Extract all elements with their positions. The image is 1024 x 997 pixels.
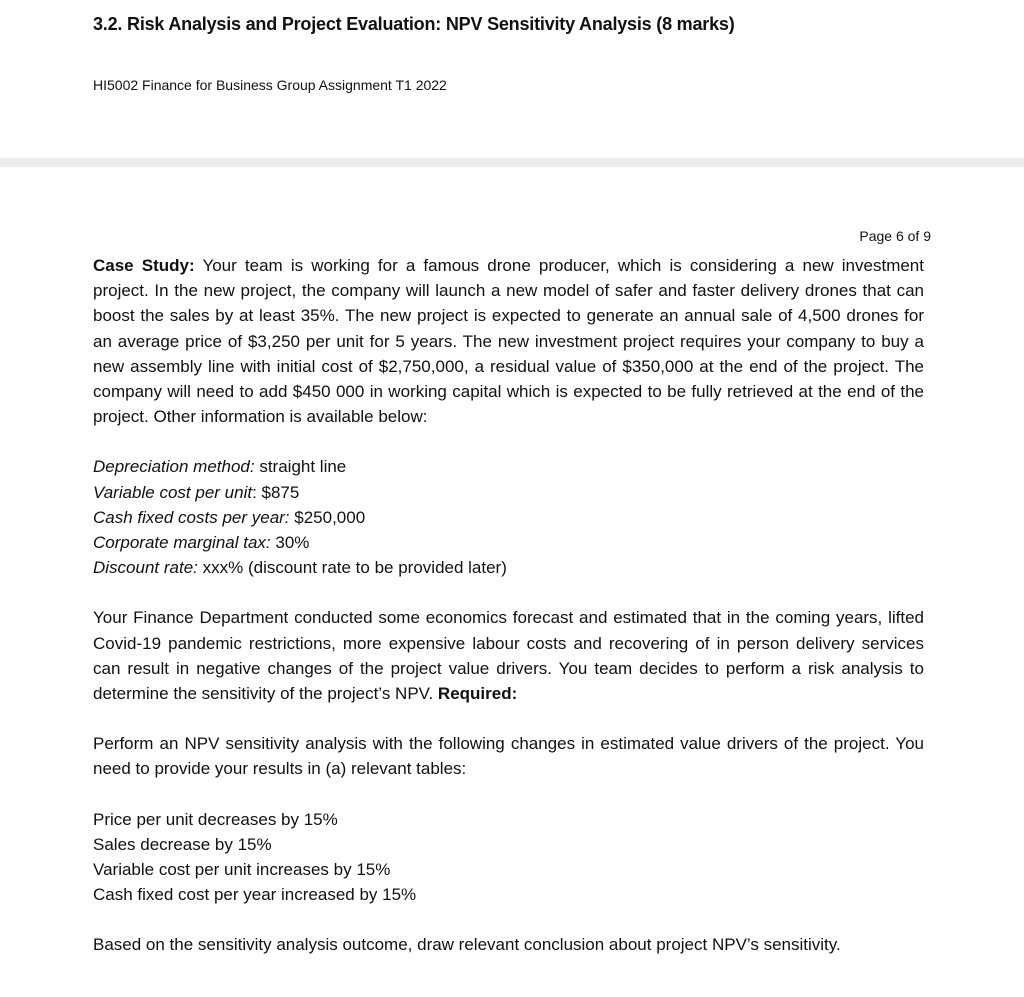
- info-label: Corporate marginal tax:: [93, 533, 271, 553]
- info-cash-fixed-costs: [93, 505, 924, 530]
- info-label: Variable cost per unit: [93, 482, 253, 502]
- change-item: Price per unit decreases by 15%: [93, 809, 338, 829]
- required-label: Required:: [437, 684, 518, 704]
- info-value: : $875: [252, 482, 300, 502]
- info-label: Cash fixed costs per year:: [93, 507, 290, 527]
- spacer: [93, 782, 924, 807]
- forecast-paragraph: [93, 605, 924, 706]
- info-discount-rate: [93, 555, 924, 580]
- spacer: [93, 706, 924, 731]
- case-study-text: Your team is working for a famous drone producer, which is considering a new investment project. In the new project, the company will launch a new model of safer and faster delivery drones that can boost the sales by at least 35%. The new project is expected to generate an annual sale of 4,500 drones for an average price of $3,250 per unit for 5 years. The new investment project requires your company to buy a new assembly line with initial cost of $2,750,000, a residual value of $350,000 at the end of the project. The company will need to add $450 000 in working capital which is expected to be fully retrieved at the end of the project. Other information is available below:: [93, 256, 924, 427]
- forecast-text: Your Finance Department conducted some economics forecast and estimated that in the coming years, lifted Covid-19 pandemic restrictions, more expensive labour costs and recovering of in person delivery services can result in negative changes of the project value drivers. You team decides to perform a risk analysis to determine the sensitivity of the project’s NPV.: [93, 608, 924, 704]
- instruction-paragraph: Perform an NPV sensitivity analysis with the following changes in estimated value drivers of the project. You need to provide your results in (a) relevant tables:: [93, 734, 924, 779]
- spacer: [93, 580, 924, 605]
- info-value: straight line: [259, 457, 347, 477]
- info-value: $250,000: [294, 507, 366, 527]
- spacer: [93, 907, 924, 932]
- case-study-paragraph: [93, 253, 924, 429]
- info-depreciation-method: [93, 454, 924, 479]
- info-value: xxx% (discount rate to be provided later): [202, 558, 507, 578]
- section-title: 3.2. Risk Analysis and Project Evaluation: NPV Sensitivity Analysis (8 marks): [93, 14, 735, 34]
- page-number: Page 6 of 9: [859, 228, 931, 244]
- change-item: Variable cost per unit increases by 15%: [93, 860, 391, 880]
- previous-page-end: [0, 0, 1024, 158]
- conclusion-paragraph: Based on the sensitivity analysis outcome, draw relevant conclusion about project NPV’s sensitivity.: [93, 935, 841, 955]
- info-value: 30%: [275, 533, 310, 553]
- spacer: [93, 429, 924, 454]
- course-footer: HI5002 Finance for Business Group Assignment T1 2022: [93, 77, 447, 93]
- info-label: Discount rate:: [93, 558, 198, 578]
- info-tax-rate: [93, 530, 924, 555]
- info-label: Depreciation method:: [93, 457, 255, 477]
- project-info-list: [93, 454, 924, 580]
- info-variable-cost: [93, 480, 924, 505]
- document-body: [93, 253, 924, 958]
- case-study-label: Case Study:: [93, 256, 195, 275]
- page-divider: [0, 158, 1024, 167]
- sensitivity-changes-list: [93, 807, 924, 908]
- change-item: Cash fixed cost per year increased by 15%: [93, 885, 417, 905]
- change-item: Sales decrease by 15%: [93, 834, 272, 854]
